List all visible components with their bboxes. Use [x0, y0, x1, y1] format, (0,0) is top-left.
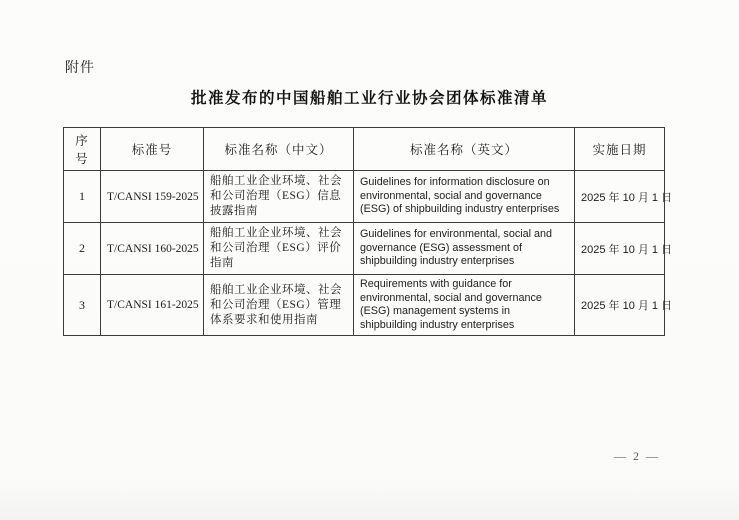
cell-name-cn: 船舶工业企业环境、社会和公司治理（ESG）评价指南: [204, 223, 354, 275]
col-header-serial: 序号: [64, 128, 101, 171]
cell-serial: 3: [64, 275, 101, 336]
col-header-name-cn: 标准名称（中文）: [204, 128, 354, 171]
cell-name-en: Guidelines for information disclosure on environmental, social and governance (ESG) of shipbuilding industry enterprises: [354, 171, 575, 223]
attachment-label: 附件: [65, 61, 95, 76]
cell-standard-no: T/CANSI 161-2025: [101, 275, 204, 336]
page-number: — 2 —: [614, 449, 660, 463]
cell-serial: 2: [64, 223, 101, 275]
cell-standard-no: T/CANSI 160-2025: [101, 223, 204, 275]
cell-name-en: Guidelines for environmental, social and governance (ESG) assessment of shipbuilding industry enterprises: [354, 223, 575, 275]
cell-name-en: Requirements with guidance for environmental, social and governance (ESG) management systems in shipbuilding industry enterprises: [354, 275, 575, 336]
standards-table: [63, 127, 673, 336]
cell-date: 2025 年 10 月 1 日: [575, 171, 665, 223]
cell-standard-no: T/CANSI 159-2025: [101, 171, 204, 223]
table-row: [64, 171, 665, 223]
table-row: [64, 275, 665, 336]
col-header-date: 实施日期: [575, 128, 665, 171]
cell-date: 2025 年 10 月 1 日: [575, 275, 665, 336]
table-row: [64, 223, 665, 275]
cell-date: 2025 年 10 月 1 日: [575, 223, 665, 275]
col-header-standard-no: 标准号: [101, 128, 204, 171]
cell-name-cn: 船舶工业企业环境、社会和公司治理（ESG）管理体系要求和使用指南: [204, 275, 354, 336]
page-title: 批准发布的中国船舶工业行业协会团体标准清单: [190, 90, 548, 107]
cell-name-cn: 船舶工业企业环境、社会和公司治理（ESG）信息披露指南: [204, 171, 354, 223]
table-header-row: [64, 128, 665, 171]
cell-serial: 1: [64, 171, 101, 223]
col-header-name-en: 标准名称（英文）: [354, 128, 575, 171]
